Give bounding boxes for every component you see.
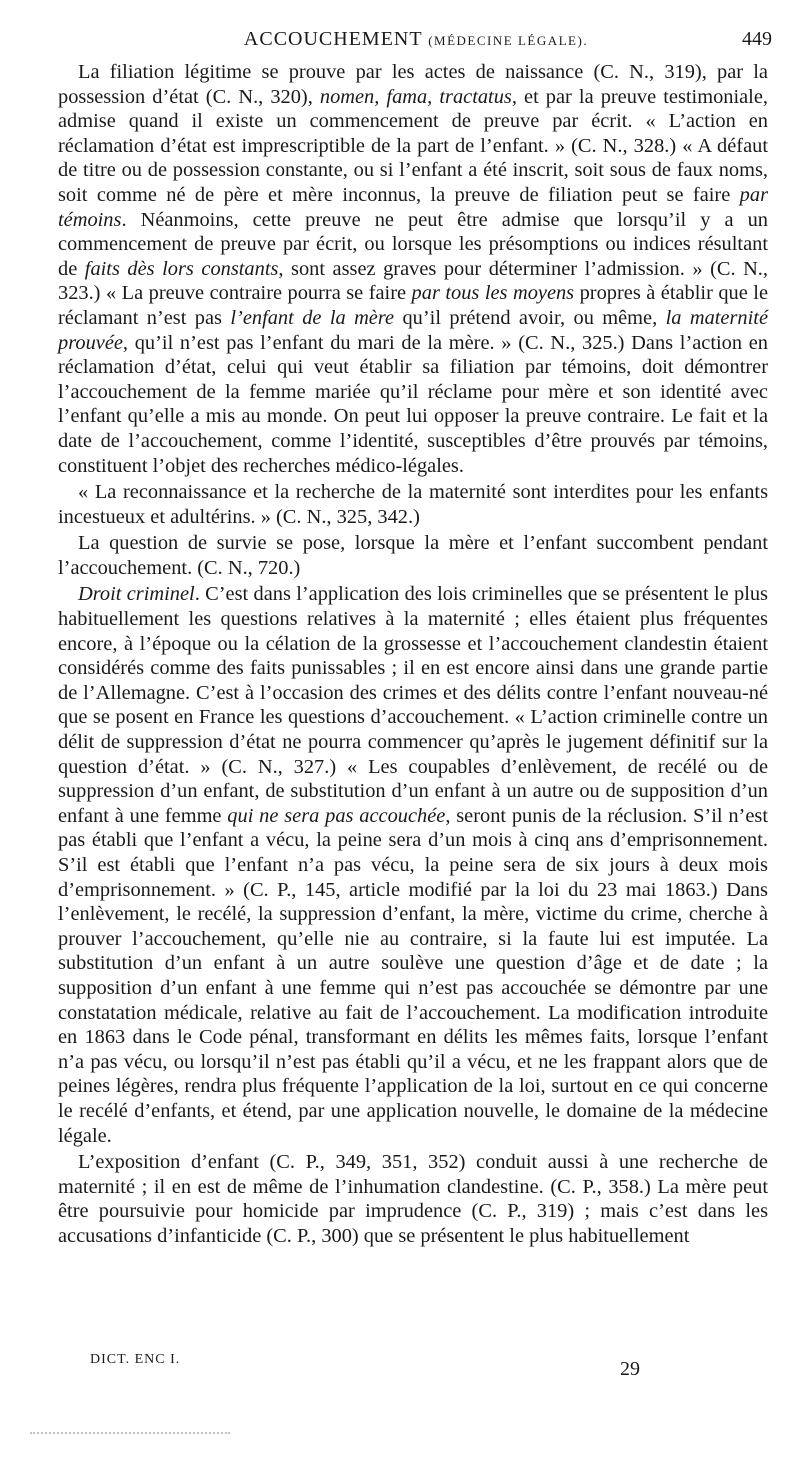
running-title-main: ACCOUCHEMENT bbox=[243, 28, 423, 50]
page-footer bbox=[90, 1352, 710, 1382]
text-run: L’exposition d’enfant (C. P., 349, 351, 352) conduit aussi à une recherche de maternité ; il en est de même de l’inhumation clandestine. (C. P., 358.) La mère peut être poursuivie pour homicide par imprudence (C. P., 319) ; mais c’est dans les accusations d’infanticide (C. P., 300) que se présentent le plus habituellement bbox=[58, 1151, 768, 1247]
paragraph bbox=[58, 531, 768, 580]
italic-run: par témoins bbox=[58, 183, 768, 231]
text-run: , et par la preuve testimoniale, admise quand il existe un commencement de preuve par écrit. « L’action en réclamation d’état est imprescriptible de la part de l’enfant. » (C. N., 328.) « A défaut de titre ou de possession constante, ou si l’enfant a été inscrit, soit sous de faux noms, soit comme né de père et mère inconnus, la preuve de filiation peut se faire bbox=[58, 85, 768, 206]
text-run: , seront punis de la réclusion. S’il n’est pas établi que l’enfant a vécu, la peine sera d’un mois à cinq ans d’emprisonnement. S’il est établi que l’enfant n’a pas vécu, la peine sera de six jours à deux mois d’emprisonnement. » (C. P., 145, article modifié par la loi du 23 mai 1863.) Dans l’enlèvement, le recélé, la suppression d’enfant, la mère, victime du crime, cherche à prouver l’accouchement, qu’elle nie au contraire, si la faute lui est imputée. La substitution d’un enfant à un autre soulève une question d’âge et de date ; la supposition d’un enfant à une femme qui n’est pas accouchée se démontre par une constatation médicale, relative au fait de l’accouchement. La modification introduite en 1863 dans le Code pénal, transformant en délits les mêmes faits, lorsque l’enfant n’a pas vécu, ou lorsqu’il n’est pas établi qu’il a vécu, et ne les frappant alors que de peines légères, rendra plus fréquente l’application de la loi, surtout en ce qui concerne le recélé d’enfants, et étend, par une application nouvelle, le domaine de la médecine légale. bbox=[58, 804, 768, 1147]
paragraph bbox=[58, 480, 768, 529]
italic-run: par tous les moyens bbox=[411, 282, 575, 305]
text-run: . C’est dans l’application des lois criminelles que se présentent le plus habituellement les questions relatives à la maternité ; elles étaient plus fréquentes encore, à l’époque ou la célation de la grossesse et l’accouchement clandestin étaient considérés comme des faits punissables ; il en est encore ainsi dans une grande partie de l’Allemagne. C’est à l’occasion des crimes et des délits contre l’enfant nouveau-né que se posent en France les questions d’accouchement. « L’action criminelle contre un délit de suppression d’état ne pourra commencer qu’après le jugement définitif sur la question d’état. » (C. N., 327.) « Les coupables d’enlèvement, de recélé ou de suppression d’un enfant, de substitution d’un enfant à un autre ou de supposition d’un enfant à une femme bbox=[58, 583, 768, 827]
paragraph bbox=[58, 60, 768, 478]
text-run: qu’il prétend avoir, ou même, bbox=[394, 306, 666, 329]
text-run: La filiation légitime se prouve par les actes de naissance (C. N., 319), par la possession d’état (C. N., 320), bbox=[58, 61, 768, 108]
text-run: , sont assez graves pour déterminer l’admission. » (C. N., 323.) « La preuve contraire pourra se faire bbox=[58, 257, 769, 305]
italic-run: faits dès lors constants bbox=[84, 257, 279, 280]
text-run: , qu’il n’est pas l’enfant du mari de la mère. » (C. N., 325.) Dans l’action en réclamation d’état, celui qui veut établir sa filiation par témoins, doit démontrer l’accouchement de la femme mariée qu’il réclame pour mère et son identité avec l’enfant qu’elle a mis au monde. On peut lui opposer la preuve contraire. Le fait et la date de l’accouchement, comme l’identité, susceptibles d’être prouvés par témoins, constituent l’objet des recherches médico-légales. bbox=[58, 331, 768, 477]
signature-mark: DICT. ENC I. bbox=[90, 1352, 181, 1367]
paragraph bbox=[58, 1150, 768, 1248]
running-title-sub: (MÉDECINE LÉGALE). bbox=[428, 33, 589, 48]
gathering-folio: 29 bbox=[620, 1358, 640, 1380]
italic-run: qui ne sera pas accouchée bbox=[227, 804, 446, 827]
text-run: propres à établir que le réclamant n’est pas bbox=[58, 282, 768, 329]
text-run: . Néanmoins, cette preuve ne peut être admise que lorsqu’il y a un commencement de preuve par écrit, ou lorsque les présomptions ou indices résultant de bbox=[58, 208, 768, 280]
paragraph bbox=[58, 582, 768, 1148]
text-run: « La reconnaissance et la recherche de la maternité sont interdites pour les enfants incestueux et adultérins. » (C. N., 325, 342.) bbox=[58, 481, 768, 528]
page-number: 449 bbox=[742, 28, 772, 50]
print-specks bbox=[30, 1432, 230, 1440]
italic-run: la maternité prouvée bbox=[58, 306, 768, 354]
italic-run: nomen, fama, tractatus bbox=[319, 85, 512, 108]
text-run: La question de survie se pose, lorsque la mère et l’enfant succombent pendant l’accouchement. (C. N., 720.) bbox=[58, 532, 768, 579]
italic-run: l’enfant de la mère bbox=[230, 306, 395, 329]
italic-run: Droit criminel bbox=[78, 583, 195, 606]
running-title bbox=[60, 28, 772, 51]
running-header bbox=[60, 28, 772, 58]
article-body bbox=[58, 60, 768, 1249]
